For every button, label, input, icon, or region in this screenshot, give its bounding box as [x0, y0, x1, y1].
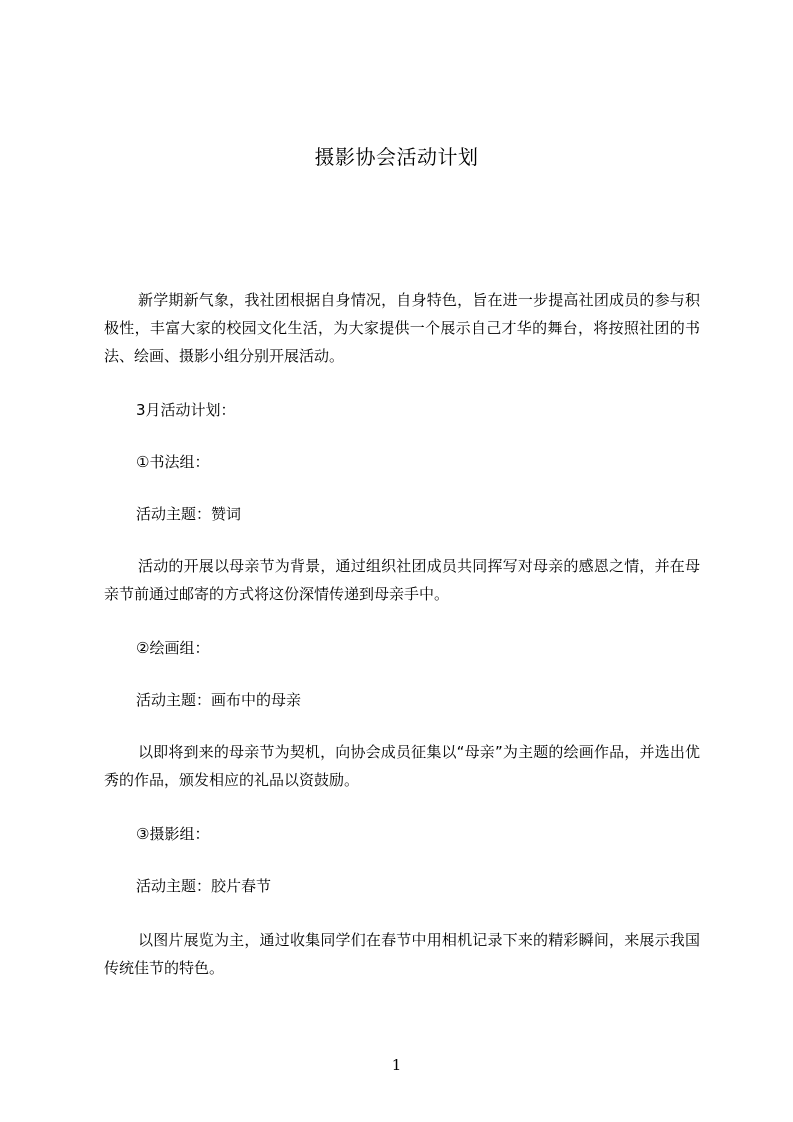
- group-theme-photography: 活动主题：胶片春节: [136, 877, 272, 895]
- month-plan-heading: 3月活动计划：: [136, 401, 236, 419]
- group-theme-painting: 活动主题：画布中的母亲: [136, 691, 302, 709]
- group-heading-calligraphy: ①书法组：: [136, 453, 210, 471]
- group-description-painting: 以即将到来的母亲节为契机，向协会成员征集以“母亲”为主题的绘画作品，并选出优秀的作品，颁发相应的礼品以资鼓励。: [104, 743, 700, 789]
- page-number: 1: [391, 1056, 402, 1074]
- group-description-calligraphy: 活动的开展以母亲节为背景，通过组织社团成员共同挥写对母亲的感恩之情，并在母亲节前通过邮寄的方式将这份深情传递到母亲手中。: [104, 557, 700, 603]
- document-title: 摄影协会活动计划: [314, 145, 479, 169]
- group-heading-painting: ②绘画组：: [136, 639, 210, 657]
- group-theme-calligraphy: 活动主题：赞词: [136, 505, 242, 523]
- group-heading-photography: ③摄影组：: [136, 825, 210, 843]
- group-description-photography: 以图片展览为主，通过收集同学们在春节中用相机记录下来的精彩瞬间，来展示我国传统佳节的特色。: [104, 931, 700, 977]
- intro-paragraph: 新学期新气象，我社团根据自身情况，自身特色，旨在进一步提高社团成员的参与积极性，丰富大家的校园文化生活，为大家提供一个展示自己才华的舞台，将按照社团的书法、绘画、摄影小组分别开展活动。: [104, 291, 700, 365]
